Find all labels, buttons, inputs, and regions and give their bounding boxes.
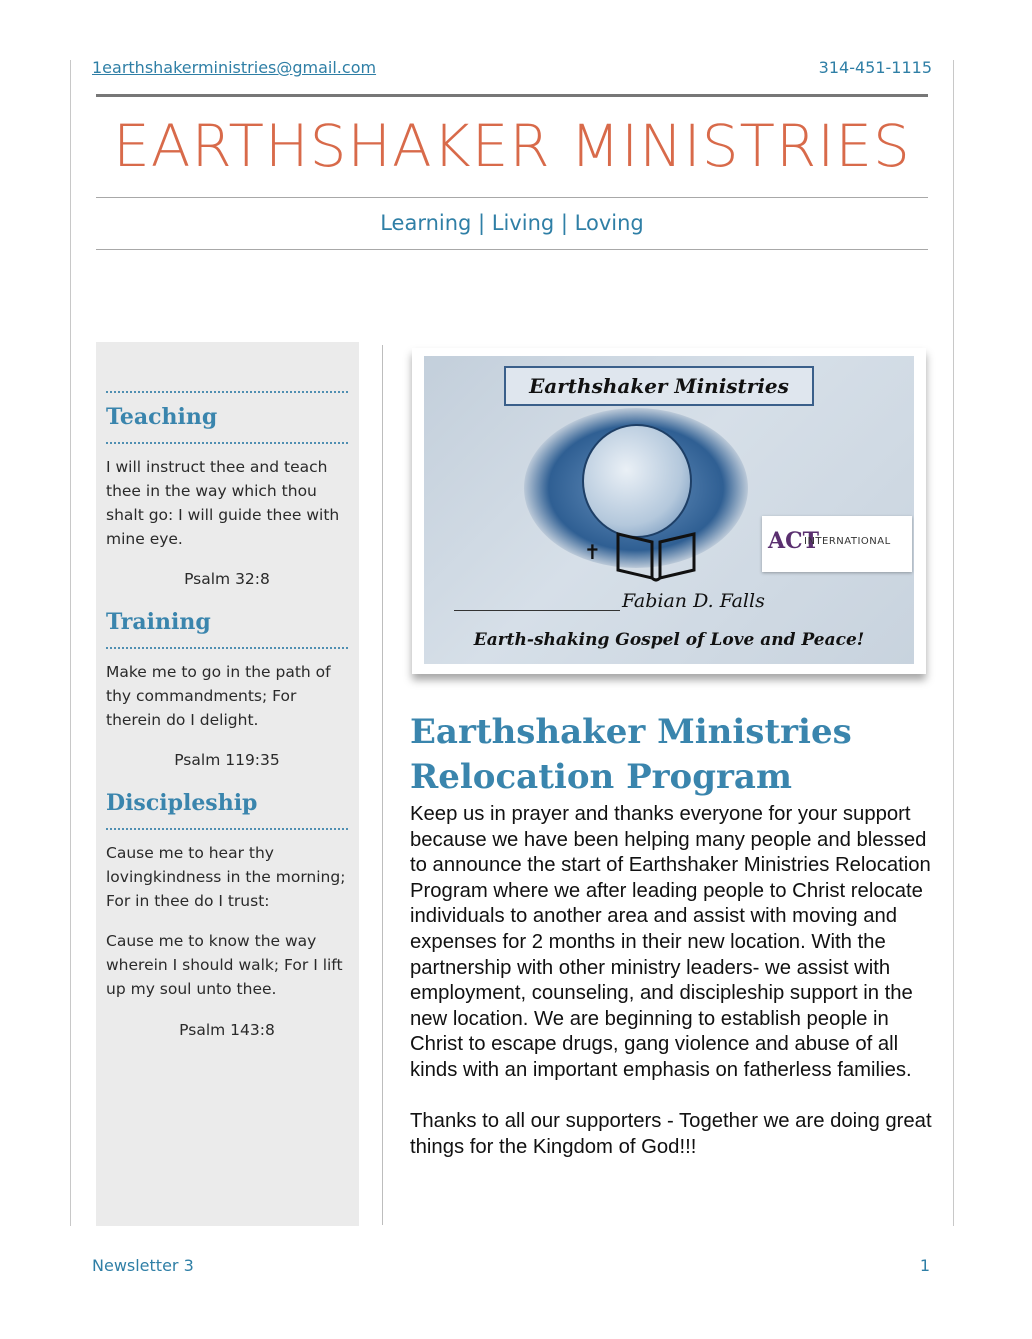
article-title — [410, 710, 930, 800]
section-heading-teaching: Teaching — [106, 404, 218, 430]
act-logo-text: INTERNATIONAL — [804, 536, 891, 547]
article-paragraph: Keep us in prayer and thanks everyone for your support because we have been helping many people and blessed to announce the start of Earthshaker Ministries Relocation Program where we after leading people to Christ relocate individuals to another area and assist with moving and expenses for 2 months in their new location. With the partnership with other ministry leaders- we assist with employment, counseling, and discipleship support in the new location. We are beginning to establish people in Christ to escape drugs, gang violence and abuse of all kinds with an important emphasis on fatherless families. — [410, 803, 931, 1081]
column-divider — [382, 345, 383, 1225]
scripture-reference: Psalm 119:35 — [174, 751, 280, 769]
phone-number: 314-451-1115 — [818, 58, 932, 77]
tagline: Learning | Living | Loving — [380, 211, 644, 235]
email-link[interactable]: 1earthshakerministries@gmail.com — [92, 58, 377, 77]
page-number: 1 — [919, 1256, 930, 1275]
header-rule-top — [96, 94, 928, 97]
open-book-icon — [614, 526, 698, 582]
article-title-line: Earthshaker Ministries — [410, 712, 852, 752]
signature-line — [454, 610, 620, 611]
section-text: I will instruct thee and teach thee in the way which thou shalt go: I will guide thee with mine eye. — [106, 458, 340, 548]
globe-icon — [582, 424, 692, 538]
section-text: Make me to go in the path of thy commandments; For therein do I delight. — [106, 663, 331, 729]
section-divider — [106, 391, 348, 393]
page-border-left — [70, 60, 71, 1226]
card-motto: Earth-shaking Gospel of Love and Peace! — [473, 630, 865, 650]
cross-icon: ✝ — [584, 542, 601, 564]
act-international-logo — [762, 516, 912, 572]
business-card-photo — [412, 348, 926, 674]
article-title-line: Relocation Program — [410, 757, 792, 797]
header-rule-bottom — [96, 249, 928, 250]
section-heading-training: Training — [106, 609, 211, 635]
article-paragraph: Thanks to all our supporters - Together we are doing great things for the Kingdom of God!!! — [410, 1110, 932, 1158]
section-divider — [106, 647, 348, 649]
card-title: Earthshaker Ministries — [504, 366, 814, 406]
business-card — [424, 356, 914, 664]
page-title: EARTHSHAKER MINISTRIES — [113, 112, 911, 180]
section-heading-discipleship: Discipleship — [106, 790, 258, 816]
section-text: Cause me to hear thy lovingkindness in the morning; For in thee do I trust: — [106, 844, 346, 910]
scripture-reference: Psalm 143:8 — [179, 1021, 275, 1039]
page-border-right — [953, 60, 954, 1226]
scripture-reference: Psalm 32:8 — [184, 570, 270, 588]
section-divider — [106, 828, 348, 830]
header-rule-middle — [96, 197, 928, 198]
article-body — [410, 802, 938, 1186]
card-person-name: Fabian D. Falls — [622, 590, 765, 612]
act-logo-mark: ACT — [768, 528, 819, 554]
newsletter-label: Newsletter 3 — [92, 1256, 194, 1275]
section-text: Cause me to know the way wherein I should walk; For I lift up my soul unto thee. — [106, 932, 343, 998]
section-divider — [106, 442, 348, 444]
